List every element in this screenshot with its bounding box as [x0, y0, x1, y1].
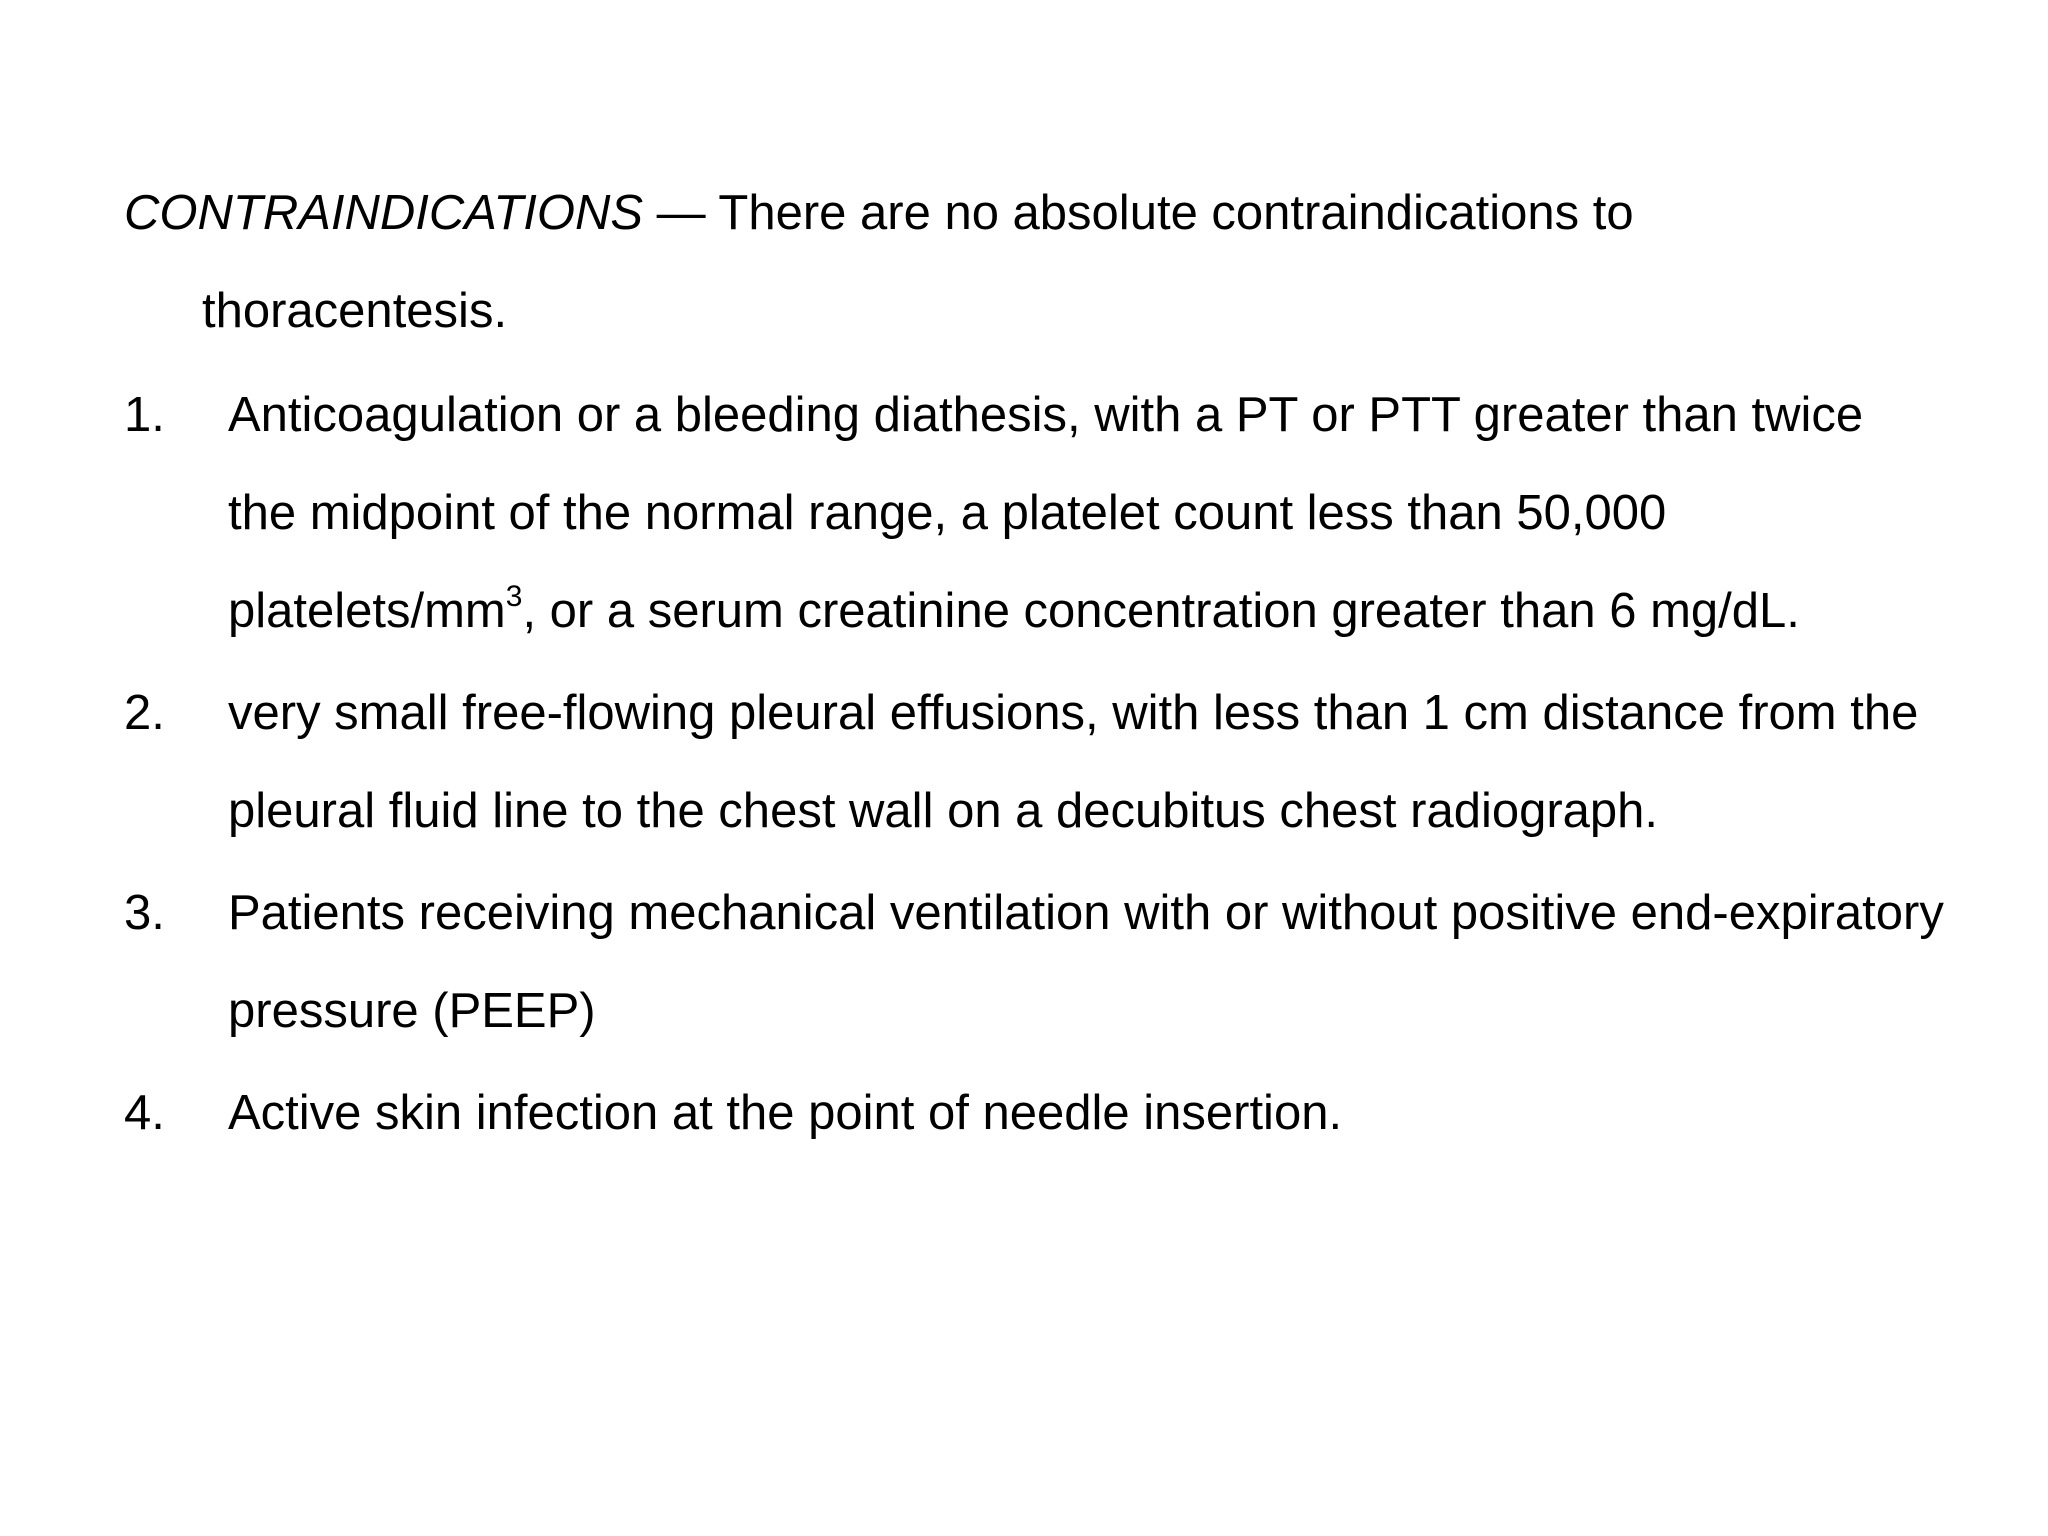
list-item-number: 2. — [124, 686, 165, 740]
list-item — [124, 864, 1944, 1060]
list-item-text: very small free-flowing pleural effusions, with less than 1 cm distance from the pleural fluid line to the chest wall on a decubitus chest radiograph. — [228, 686, 1919, 838]
list-item-text: Active skin infection at the point of needle insertion. — [228, 1086, 1343, 1140]
list-item-text-part: Anticoagulation or a bleeding diathesis, with a PT or PTT greater than twice the midpoint of the normal range, a platelet count less than 50,000 platelets/mm — [228, 388, 1864, 638]
list-item — [124, 366, 1944, 660]
superscript: 3 — [505, 579, 523, 613]
slide-content — [124, 164, 1944, 1166]
intro-heading: CONTRAINDICATIONS — [124, 186, 644, 240]
list-item-text — [228, 388, 1863, 638]
list-item — [124, 1064, 1944, 1162]
intro-text: — There are no absolute contraindications to thoracentesis. — [202, 186, 1634, 338]
list-item — [124, 664, 1944, 860]
list-item-number: 4. — [124, 1086, 165, 1140]
list-item-text: Patients receiving mechanical ventilation with or without positive end-expiratory pressure (PEEP) — [228, 886, 1944, 1038]
list-item-number: 3. — [124, 886, 165, 940]
list-item-text-part: , or a serum creatinine concentration greater than 6 mg/dL. — [522, 584, 1800, 638]
list-item-number: 1. — [124, 388, 165, 442]
contraindications-list — [124, 366, 1944, 1162]
intro-paragraph — [124, 164, 1944, 360]
